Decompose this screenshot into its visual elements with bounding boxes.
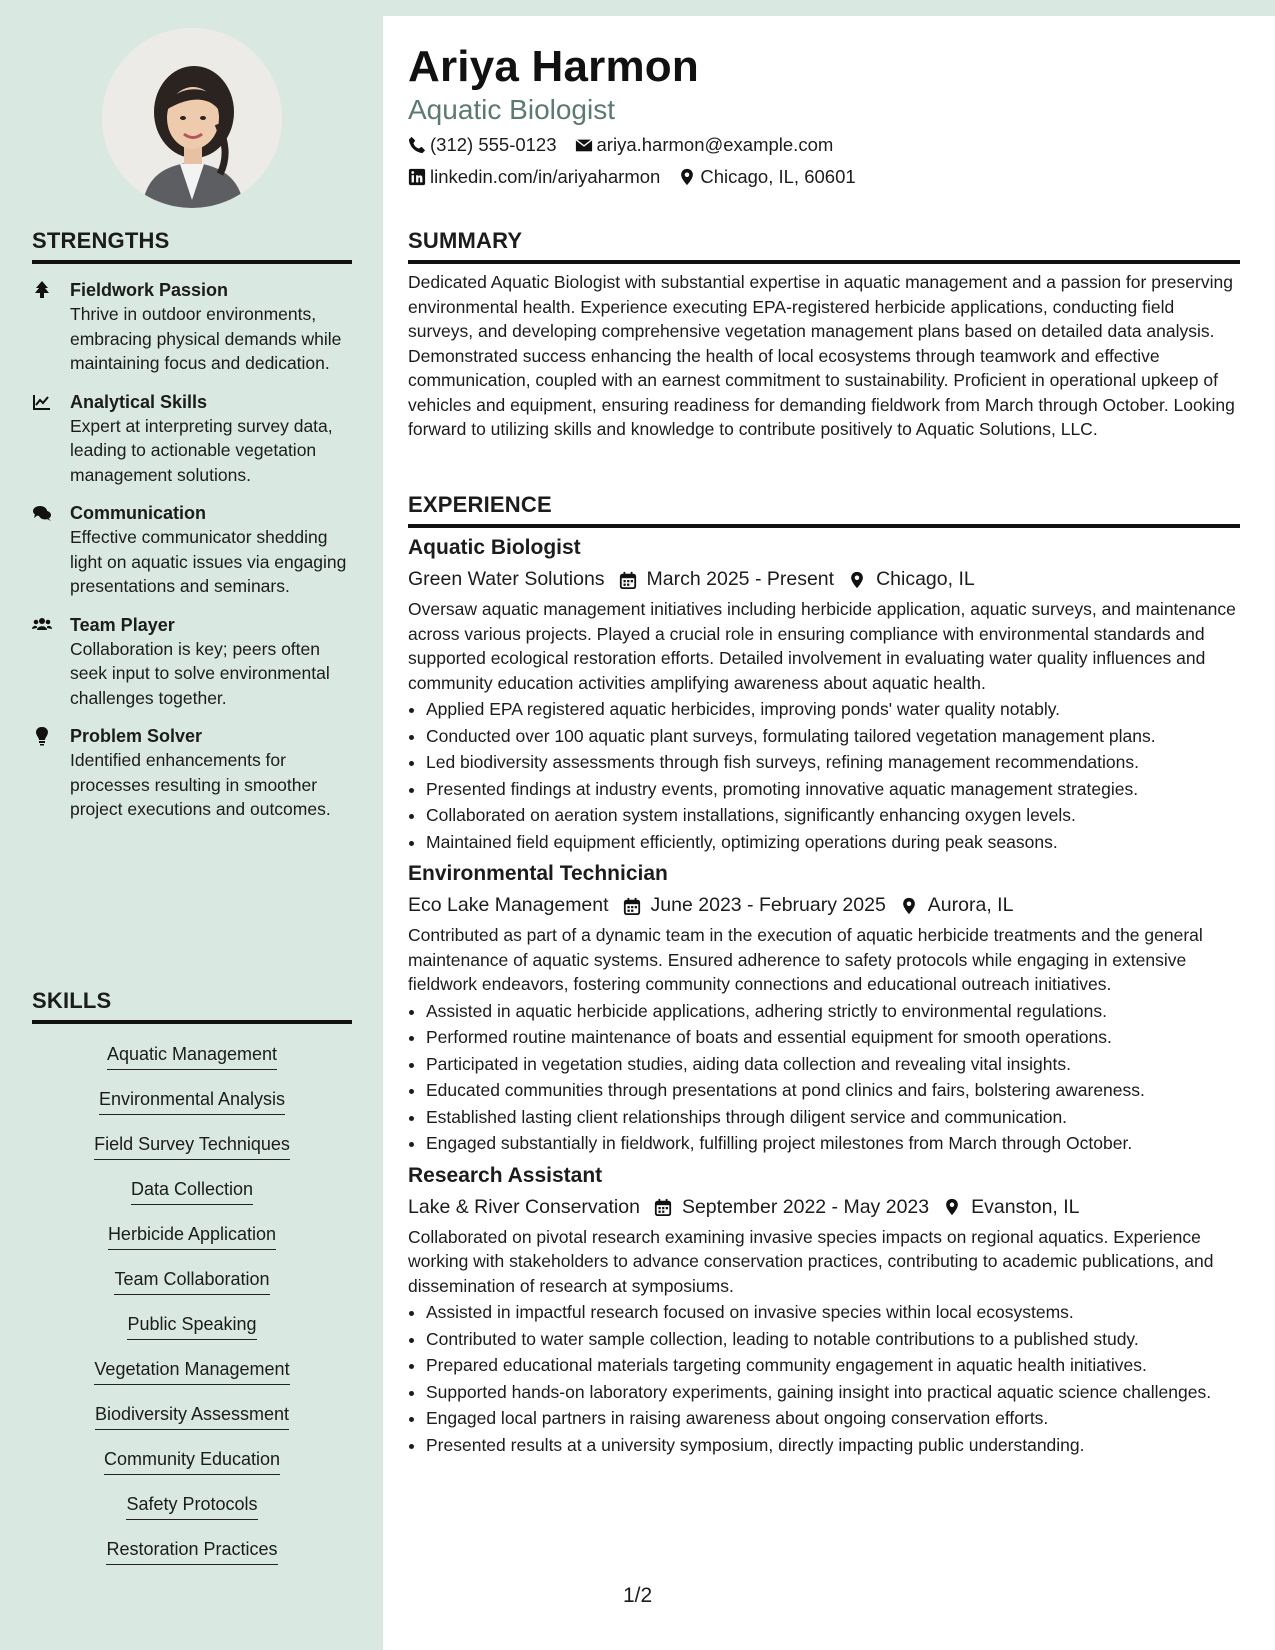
skill-tag: Vegetation Management [94, 1358, 289, 1385]
users-icon [32, 613, 70, 711]
skill-tag: Community Education [104, 1448, 280, 1475]
job-bullets [408, 697, 1240, 854]
skill-tag: Herbicide Application [108, 1223, 276, 1250]
bullet-item: • Engaged substantially in fieldwork, fulfilling project milestones from March through October. [426, 1131, 1240, 1156]
strengths-list [32, 278, 352, 822]
bullet-item: • Educated communities through presentations at pond clinics and fairs, bolstering awareness. [426, 1078, 1240, 1103]
job-meta [408, 1196, 1240, 1219]
job-entry [408, 536, 1240, 854]
tree-icon [32, 278, 70, 376]
strength-description: Identified enhancements for processes resulting in smoother project executions and outcomes. [70, 750, 331, 819]
job-company: Lake & River Conservation [408, 1195, 640, 1218]
strength-description: Expert at interpreting survey data, leading to actionable vegetation management solutions. [70, 415, 333, 485]
job-location: Evanston, IL [971, 1195, 1080, 1218]
job-company: Green Water Solutions [408, 568, 605, 590]
strength-item [32, 278, 352, 376]
strength-title: Fieldwork Passion [70, 280, 229, 300]
sidebar [0, 0, 383, 1650]
bullet-item: • Established lasting client relationships through diligent service and communication. [426, 1105, 1240, 1130]
location-pin-icon [848, 571, 876, 589]
location-pin-icon [943, 1198, 971, 1216]
strength-item [32, 613, 352, 711]
bullet-item: • Conducted over 100 aquatic plant surveys, formulating tailored vegetation management plans. [426, 724, 1240, 749]
strength-description: Collaboration is key; peers often seek input to solve environmental challenges together. [70, 638, 330, 708]
chart-line-icon [32, 390, 70, 488]
skill-tag: Aquatic Management [107, 1043, 277, 1070]
contact-row-2 [408, 166, 874, 188]
job-bullets [408, 999, 1240, 1156]
skill-tag: Biodiversity Assessment [95, 1403, 289, 1430]
experience-section [408, 492, 1240, 1457]
experience-heading: EXPERIENCE [408, 492, 1240, 528]
strengths-section [32, 228, 352, 822]
job-description: Oversaw aquatic management initiatives including herbicide application, aquatic surveys, and maintenance across various projects. Played a crucial role in ensuring compliance with environmental standards and supported ecological restoration efforts. Detailed involvement in evaluating water quality influences and community education activities amplifying awareness about aquatic health. [408, 599, 1236, 693]
profile-photo [102, 28, 282, 208]
skill-tag: Field Survey Techniques [94, 1133, 290, 1160]
bullet-item: • Presented findings at industry events, promoting innovative aquatic management strategies. [426, 777, 1240, 802]
phone-number: (312) 555-0123 [430, 134, 557, 155]
bullet-item: • Prepared educational materials targeting community engagement in aquatic health initiatives. [426, 1353, 1240, 1378]
calendar-icon [623, 897, 651, 915]
strengths-heading: STRENGTHS [32, 228, 352, 264]
skills-heading: SKILLS [32, 988, 352, 1024]
strength-title: Communication [70, 503, 207, 523]
location-text: Chicago, IL, 60601 [700, 166, 856, 187]
skill-tag: Public Speaking [127, 1313, 256, 1340]
lightbulb-icon [32, 724, 70, 822]
skills-list [32, 1034, 352, 1574]
job-meta [408, 894, 1240, 917]
candidate-name: Ariya Harmon [408, 42, 699, 91]
job-location: Chicago, IL [876, 568, 975, 590]
skill-tag: Restoration Practices [106, 1538, 277, 1565]
job-title: Environmental Technician [408, 862, 668, 885]
strength-description: Effective communicator shedding light on aquatic issues via engaging presentations and seminars. [70, 527, 347, 596]
job-entry [408, 1164, 1240, 1458]
calendar-icon [619, 571, 647, 589]
skills-section [32, 988, 352, 1574]
strength-title: Problem Solver [70, 726, 203, 746]
skill-tag: Data Collection [131, 1178, 253, 1205]
job-title: Research Assistant [408, 1163, 603, 1187]
email-address[interactable]: ariya.harmon@example.com [596, 134, 834, 155]
bullet-item: • Supported hands-on laboratory experiments, gaining insight into practical aquatic science challenges. [426, 1380, 1240, 1405]
job-dates: September 2022 - May 2023 [681, 1195, 930, 1218]
page-number: 1/2 [623, 1584, 653, 1607]
job-location: Aurora, IL [927, 894, 1014, 916]
phone-icon [408, 136, 430, 154]
linkedin-icon [408, 168, 430, 186]
comments-icon [32, 501, 70, 599]
strength-item [32, 724, 352, 822]
strength-item [32, 501, 352, 599]
job-dates: March 2025 - Present [646, 568, 835, 590]
job-meta [408, 568, 1240, 591]
skill-tag: Safety Protocols [126, 1493, 257, 1520]
bullet-item: • Presented results at a university symposium, directly impacting public understanding. [426, 1433, 1240, 1458]
bullet-item: • Engaged local partners in raising awareness about ongoing conservation efforts. [426, 1406, 1240, 1431]
job-bullets [408, 1300, 1240, 1457]
bullet-item: • Contributed to water sample collection, leading to notable contributions to a published study. [426, 1327, 1240, 1352]
job-entry [408, 862, 1240, 1156]
bullet-item: • Maintained field equipment efficiently, optimizing operations during peak seasons. [426, 830, 1240, 855]
bullet-item: • Assisted in impactful research focused on invasive species within local ecosystems. [426, 1300, 1240, 1325]
calendar-icon [654, 1198, 682, 1216]
job-description: Collaborated on pivotal research examining invasive species impacts on regional aquatics. Experience working with stakeholders to advance conservation practices, contributing to academic publications, and dissemination of research at symposiums. [408, 1226, 1214, 1296]
strength-description: Thrive in outdoor environments, embracing physical demands while maintaining focus and dedication. [70, 304, 342, 373]
strength-title: Analytical Skills [70, 391, 208, 412]
summary-text: Dedicated Aquatic Biologist with substantial expertise in aquatic management and a passion for preserving environmental health. Experience executing EPA-registered herbicide applications, conducting field surveys, and developing comprehensive vegetation management plans based on detailed data analysis. Demonstrated success enhancing the health of local ecosystems through teamwork and effective communication, coupled with an earnest commitment to sustainability. Proficient in operational upkeep of vehicles and equipment, ensuring readiness for demanding fieldwork from March through October. Looking forward to utilizing skills and knowledge to contribute positively to Aquatic Solutions, LLC. [408, 272, 1235, 439]
location-pin-icon [678, 168, 700, 186]
strength-item [32, 390, 352, 488]
summary-heading: SUMMARY [408, 228, 1240, 264]
job-company: Eco Lake Management [408, 894, 609, 916]
summary-section [408, 228, 1240, 442]
bullet-item: • Applied EPA registered aquatic herbicides, improving ponds' water quality notably. [426, 697, 1240, 722]
main-content [383, 16, 1275, 1650]
profile-photo-image [102, 28, 282, 208]
linkedin-url[interactable]: linkedin.com/in/ariyaharmon [430, 166, 661, 187]
job-dates: June 2023 - February 2025 [650, 894, 886, 916]
email-icon [575, 136, 597, 154]
candidate-role: Aquatic Biologist [408, 94, 616, 125]
job-description: Contributed as part of a dynamic team in the execution of aquatic herbicide treatments and the general maintenance of aquatic systems. Ensured adherence to safety protocols while engaging in extensive fieldwork endeavors, fostering community connections and educational outreach initiatives. [408, 925, 1203, 994]
bullet-item: • Performed routine maintenance of boats and essential equipment for smooth operations. [426, 1025, 1240, 1050]
skill-tag: Team Collaboration [114, 1268, 269, 1295]
bullet-item: • Collaborated on aeration system installations, significantly enhancing oxygen levels. [426, 803, 1240, 828]
skill-tag: Environmental Analysis [99, 1088, 285, 1115]
contact-row-1 [408, 134, 851, 156]
job-title: Aquatic Biologist [408, 536, 581, 559]
bullet-item: • Assisted in aquatic herbicide applications, adhering strictly to environmental regulations. [426, 999, 1240, 1024]
strength-title: Team Player [70, 614, 175, 635]
bullet-item: • Led biodiversity assessments through fish surveys, refining management recommendations. [426, 750, 1240, 775]
location-pin-icon [900, 897, 928, 915]
bullet-item: • Participated in vegetation studies, aiding data collection and revealing vital insights. [426, 1052, 1240, 1077]
